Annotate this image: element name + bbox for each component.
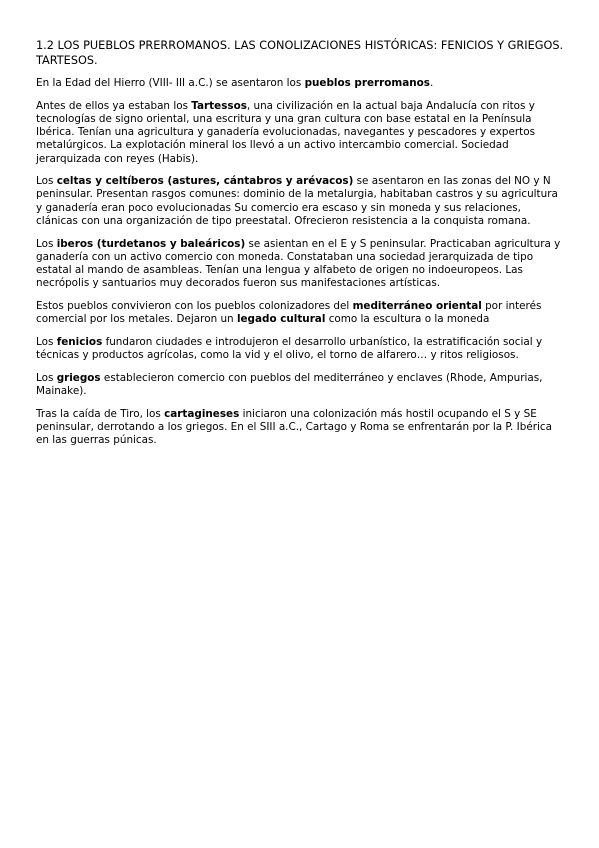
document-page [36, 38, 566, 457]
document-body [36, 77, 566, 447]
bold-term: fenicios [56, 335, 103, 348]
text-run: Los [36, 371, 57, 384]
text-run: , una civilización en la actual baja Andalucía con ritos y tecnologías de signo oriental, una escritura y una gran cultura con base estatal en la Península Ibérica. Tenían una agricultura y ganadería evolucionadas, navegantes y pescadores y expertos metalúrgicos. La explotación mineral los llevó a un activo intercambio comercial. Sociedad jerarquizada con reyes (Habis). [36, 99, 535, 165]
bold-term: pueblos prerromanos [304, 77, 430, 89]
text-run: por interés comercial por los metales. Dejaron un [36, 299, 542, 326]
bold-term: griegos [56, 371, 101, 384]
text-run: En la Edad del Hierro (VIII- III a.C.) se asentaron los [36, 77, 305, 89]
text-run: iniciaron una colonización más hostil ocupando el S y SE peninsular, derrotando a los griegos. En el SIII a.C., Cartago y Roma se enfrentarán por la P. Ibérica en las guerras púnicas. [36, 407, 552, 446]
paragraph [36, 175, 566, 228]
bold-term: mediterráneo oriental [352, 299, 482, 312]
paragraph [36, 336, 566, 362]
paragraph [36, 300, 566, 326]
paragraph [36, 372, 566, 398]
bold-term: Tartessos [191, 99, 247, 112]
paragraph [36, 100, 566, 166]
bold-term: iberos (turdetanos y baleáricos) [56, 237, 246, 250]
document-title: 1.2 LOS PUEBLOS PRERROMANOS. LAS CONOLIZACIONES HISTÓRICAS: FENICIOS Y GRIEGOS. TARTESOS. [36, 39, 564, 67]
paragraph [36, 238, 566, 291]
bold-term: legado cultural [236, 313, 326, 326]
text-run: se asentaron en las zonas del NO y N peninsular. Presentan rasgos comunes: dominio de la metalurgia, habitaban castros y su agricultura y ganadería eran poco evolucionadas Su comercio era escaso y sin moneda y sus relaciones, clánicas con una organización de tipo preestatal. Ofrecieron resistencia a la conquista romana. [36, 175, 558, 227]
text-run: como la escultura o la moneda [325, 313, 490, 326]
text-run: fundaron ciudades e introdujeron el desarrollo urbanístico, la estratificación social y técnicas y productos agrícolas, como la vid y el olivo, el torno de alfarero… y ritos religiosos. [36, 335, 543, 361]
paragraph [36, 77, 566, 90]
text-run: Los [36, 237, 57, 250]
bold-term: cartagineses [164, 407, 240, 420]
bold-term: celtas y celtíberos (astures, cántabros y arévacos) [56, 175, 354, 188]
text-run: Los [36, 175, 57, 188]
text-run: Antes de ellos ya estaban los [36, 99, 192, 112]
text-run: Estos pueblos convivieron con los pueblos colonizadores del [36, 299, 353, 312]
text-run: . [429, 77, 434, 89]
text-run: establecieron comercio con pueblos del mediterráneo y enclaves (Rhode, Ampurias, Mainake). [36, 371, 543, 397]
text-run: Los [36, 335, 57, 348]
text-run: Tras la caída de Tiro, los [36, 407, 165, 420]
text-run: se asientan en el E y S peninsular. Practicaban agricultura y ganadería con un activo comercio con moneda. Constataban una sociedad jerarquizada de tipo estatal al mando de asambleas. Tenían una lengua y alfabeto de origen no indoeuropeos. Las necrópolis y santuarios muy decorados fueron sus manifestaciones artísticas. [36, 237, 561, 290]
paragraph [36, 408, 566, 448]
